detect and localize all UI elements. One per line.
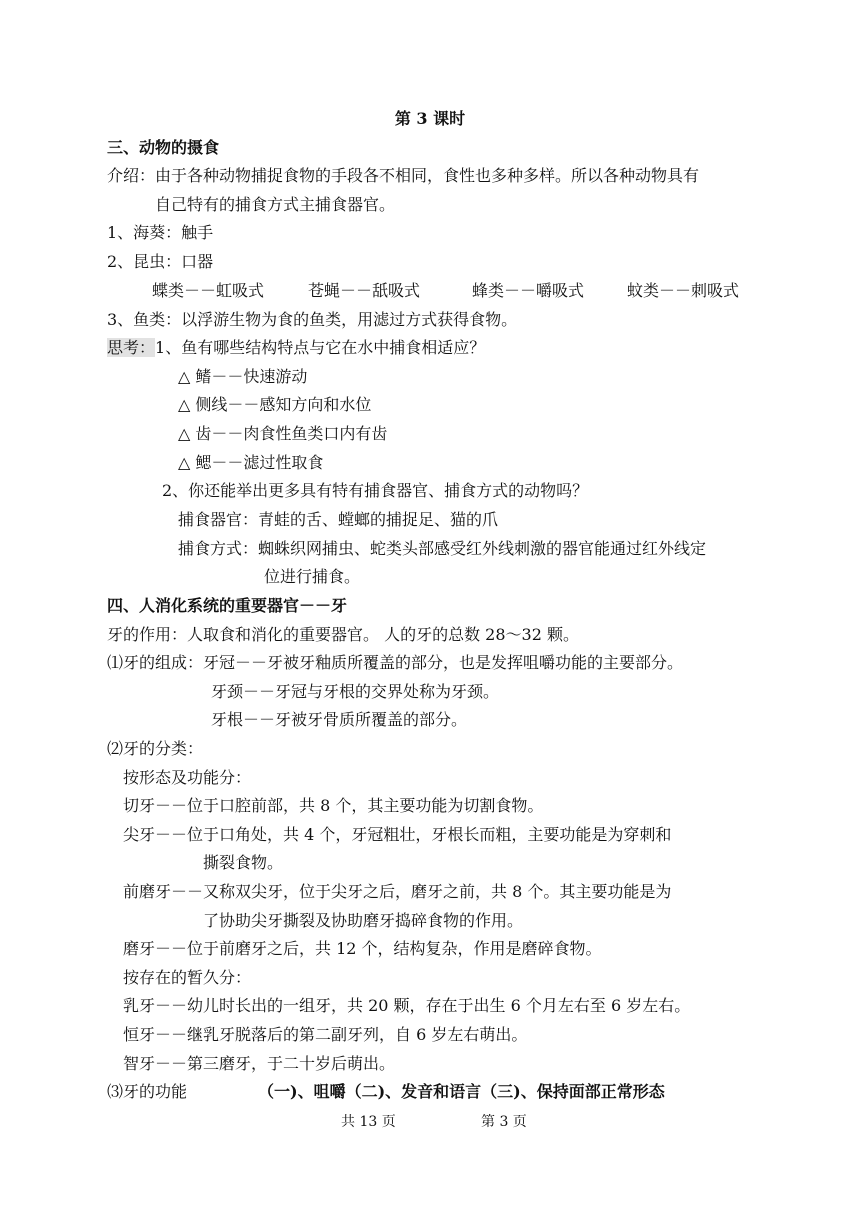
- intro-line1: 由于各种动物捕捉食物的手段各不相同，食性也多种多样。所以各种动物具有: [155, 166, 700, 185]
- insect-type-butterfly: 蝶类－－虹吸式: [152, 281, 265, 300]
- insect-type-mosquito: 蚊类－－刺吸式: [627, 281, 740, 300]
- molar-line: 磨牙－－位于前磨牙之后，共 12 个，结构复杂，作用是磨碎食物。: [123, 939, 602, 958]
- section3-heading: 三、动物的摄食: [107, 138, 220, 157]
- permanent-line: 恒牙－－继乳牙脱落后的第二副牙列，自 6 岁左右萌出。: [123, 1025, 528, 1044]
- canine-line2: 撕裂食物。: [203, 853, 284, 872]
- answer-fin: △ 鳍－－快速游动: [178, 367, 308, 386]
- canine-line1: 尖牙－－位于口角处，共 4 个，牙冠粗壮，牙根长而粗，主要功能是为穿刺和: [123, 825, 672, 844]
- lesson-title: 第 3 课时: [394, 109, 466, 128]
- functions-label: ⑶牙的功能: [107, 1082, 188, 1101]
- item-fish: 3、鱼类：以浮游生物为食的鱼类，用滤过方式获得食物。: [107, 310, 518, 329]
- deciduous-line: 乳牙－－幼儿时长出的一组牙，共 20 颗，存在于出生 6 个月左右至 6 岁左右。: [123, 996, 691, 1015]
- premolar-line1: 前磨牙－－又称双尖牙，位于尖牙之后，磨牙之前，共 8 个。其主要功能是为: [123, 882, 672, 901]
- functions-text: （一)、咀嚼（二)、发音和语言（三)、保持面部正常形态: [258, 1082, 665, 1101]
- item-insect: 2、昆虫：口器: [107, 252, 214, 271]
- teeth-function-line: 牙的作用：人取食和消化的重要器官。 人的牙的总数 28～32 颗。: [107, 625, 579, 644]
- predation-methods-line1: 捕食方式：蜘蛛织网捕虫、蛇类头部感受红外线刺激的器官能通过红外线定: [178, 539, 707, 558]
- classification-title: ⑵牙的分类：: [107, 739, 204, 758]
- think-question-1: [107, 338, 485, 358]
- predation-methods-line2: 位进行捕食。: [264, 567, 361, 586]
- think-label: 思考：: [107, 338, 156, 357]
- section4-heading: 四、人消化系统的重要器官－－牙: [107, 596, 348, 615]
- wisdom-line: 智牙－－第三磨牙，于二十岁后萌出。: [123, 1054, 396, 1073]
- by-duration-heading: 按存在的暂久分：: [123, 968, 252, 987]
- composition-root: 牙根－－牙被牙骨质所覆盖的部分。: [211, 710, 468, 729]
- by-shape-heading: 按形态及功能分：: [123, 768, 252, 787]
- incisor-line: 切牙－－位于口腔前部，共 8 个，其主要功能为切割食物。: [123, 796, 544, 815]
- page-total: 共 13 页: [341, 1114, 396, 1130]
- premolar-line2: 了协助尖牙撕裂及协助磨牙捣碎食物的作用。: [203, 911, 524, 930]
- insect-type-fly: 苍蝇－－舐吸式: [308, 281, 421, 300]
- question-2: 2、你还能举出更多具有特有捕食器官、捕食方式的动物吗？: [162, 481, 589, 500]
- predation-organs: 捕食器官：青蛙的舌、螳螂的捕捉足、猫的爪: [178, 510, 499, 529]
- composition-neck: 牙颈－－牙冠与牙根的交界处称为牙颈。: [211, 682, 500, 701]
- intro-paragraph: [107, 166, 699, 186]
- page-current: 第 3 页: [481, 1114, 527, 1130]
- intro-label: 介绍：: [107, 166, 156, 185]
- intro-line2: 自己特有的捕食方式主捕食器官。: [155, 195, 396, 214]
- composition-crown: ⑴牙的组成：牙冠－－牙被牙釉质所覆盖的部分，也是发挥咀嚼功能的主要部分。: [107, 653, 684, 672]
- insect-type-bee: 蜂类－－嚼吸式: [472, 281, 585, 300]
- answer-gills: △ 鳃－－滤过性取食: [178, 453, 324, 472]
- item-sea-anemone: 1、海葵：触手: [107, 223, 214, 242]
- answer-lateral-line: △ 侧线－－感知方向和水位: [178, 395, 372, 414]
- question-1: 1、鱼有哪些结构特点与它在水中捕食相适应？: [155, 338, 486, 357]
- answer-teeth: △ 齿－－肉食性鱼类口内有齿: [178, 424, 388, 443]
